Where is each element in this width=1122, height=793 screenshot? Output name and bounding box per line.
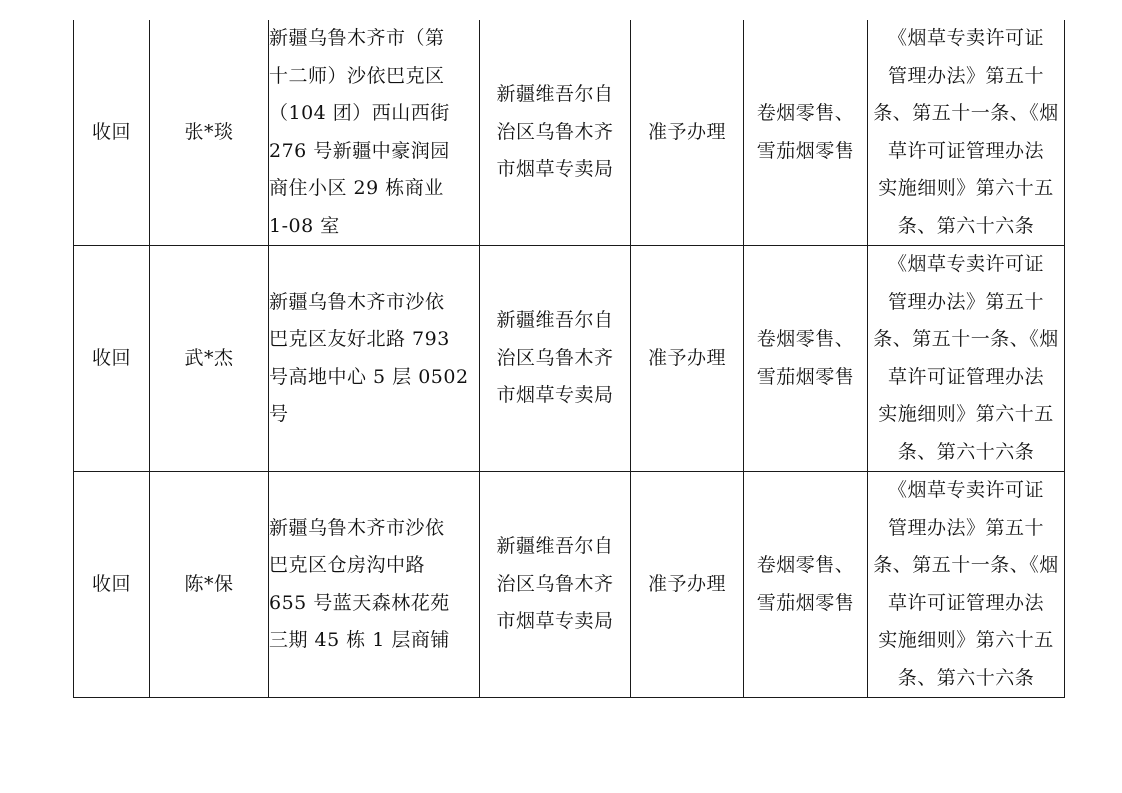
basis-line: 《烟草专卖许可证 [887,479,1044,501]
address-line: （104 团）西山西街 [269,102,450,124]
basis-line: 《烟草专卖许可证 [887,253,1044,275]
action-cell: 收回 [74,20,150,246]
address-cell [269,20,480,246]
agency-cell [480,472,631,698]
scope-line: 卷烟零售、 [756,102,855,124]
scope-line: 雪茄烟零售 [756,365,855,388]
agency-line: 新疆维吾尔自 [496,83,614,106]
address-line: 巴克区仓房沟中路 [269,554,426,576]
table-row [74,246,1065,472]
address-line: 号 [269,403,289,425]
action-cell: 收回 [74,246,150,472]
agency-cell [480,246,631,472]
table-body [74,20,1065,698]
name-cell: 武*杰 [150,246,269,472]
agency-line: 市烟草专卖局 [496,158,614,181]
basis-line: 草许可证管理办法 [887,591,1044,614]
address-line: 276 号新疆中豪润园 [269,139,450,162]
scope-cell [744,246,868,472]
action-cell: 收回 [74,472,150,698]
address-line: 巴克区友好北路 793 [269,328,450,350]
scope-line: 卷烟零售、 [756,328,855,350]
basis-line: 《烟草专卖许可证 [887,27,1044,49]
basis-line: 条、第五十一条、《烟 [873,102,1059,124]
basis-line: 条、第五十一条、《烟 [873,328,1059,350]
basis-line: 草许可证管理办法 [887,365,1044,388]
basis-line: 管理办法》第五十 [887,64,1044,87]
agency-line: 治区乌鲁木齐 [496,346,614,369]
basis-line: 实施细则》第六十五 [878,177,1054,199]
address-line: 1-08 室 [269,214,340,237]
agency-line: 新疆维吾尔自 [496,535,614,558]
result-cell: 准予办理 [631,472,744,698]
scope-line: 雪茄烟零售 [756,139,855,162]
name-cell: 陈*保 [150,472,269,698]
basis-line: 实施细则》第六十五 [878,403,1054,425]
scope-line: 雪茄烟零售 [756,591,855,614]
basis-line: 草许可证管理办法 [887,139,1044,162]
agency-line: 治区乌鲁木齐 [496,120,614,143]
address-line: 商住小区 29 栋商业 [269,177,444,199]
scope-line: 卷烟零售、 [756,554,855,576]
license-revocation-table [73,20,1065,698]
address-cell [269,472,480,698]
basis-line: 条、第六十六条 [897,440,1035,463]
address-line: 新疆乌鲁木齐市沙依 [269,516,445,539]
address-line: 三期 45 栋 1 层商铺 [269,629,450,651]
basis-line: 条、第六十六条 [897,666,1035,689]
agency-line: 市烟草专卖局 [496,610,614,633]
legal-basis-cell [868,246,1065,472]
address-line: 新疆乌鲁木齐市（第 [269,27,445,49]
agency-line: 市烟草专卖局 [496,384,614,407]
address-cell [269,246,480,472]
scope-cell [744,20,868,246]
address-line: 655 号蓝天森林花苑 [269,591,450,614]
basis-line: 条、第六十六条 [897,214,1035,237]
result-cell: 准予办理 [631,20,744,246]
address-line: 新疆乌鲁木齐市沙依 [269,290,445,313]
basis-line: 条、第五十一条、《烟 [873,554,1059,576]
basis-line: 管理办法》第五十 [887,516,1044,539]
scope-cell [744,472,868,698]
address-line: 十二师）沙依巴克区 [269,64,445,87]
agency-line: 新疆维吾尔自 [496,309,614,332]
legal-basis-cell [868,20,1065,246]
agency-line: 治区乌鲁木齐 [496,572,614,595]
legal-basis-cell [868,472,1065,698]
basis-line: 实施细则》第六十五 [878,629,1054,651]
address-line: 号高地中心 5 层 0502 [269,365,469,388]
result-cell: 准予办理 [631,246,744,472]
basis-line: 管理办法》第五十 [887,290,1044,313]
name-cell: 张*琰 [150,20,269,246]
agency-cell [480,20,631,246]
table-row [74,472,1065,698]
table-row [74,20,1065,246]
